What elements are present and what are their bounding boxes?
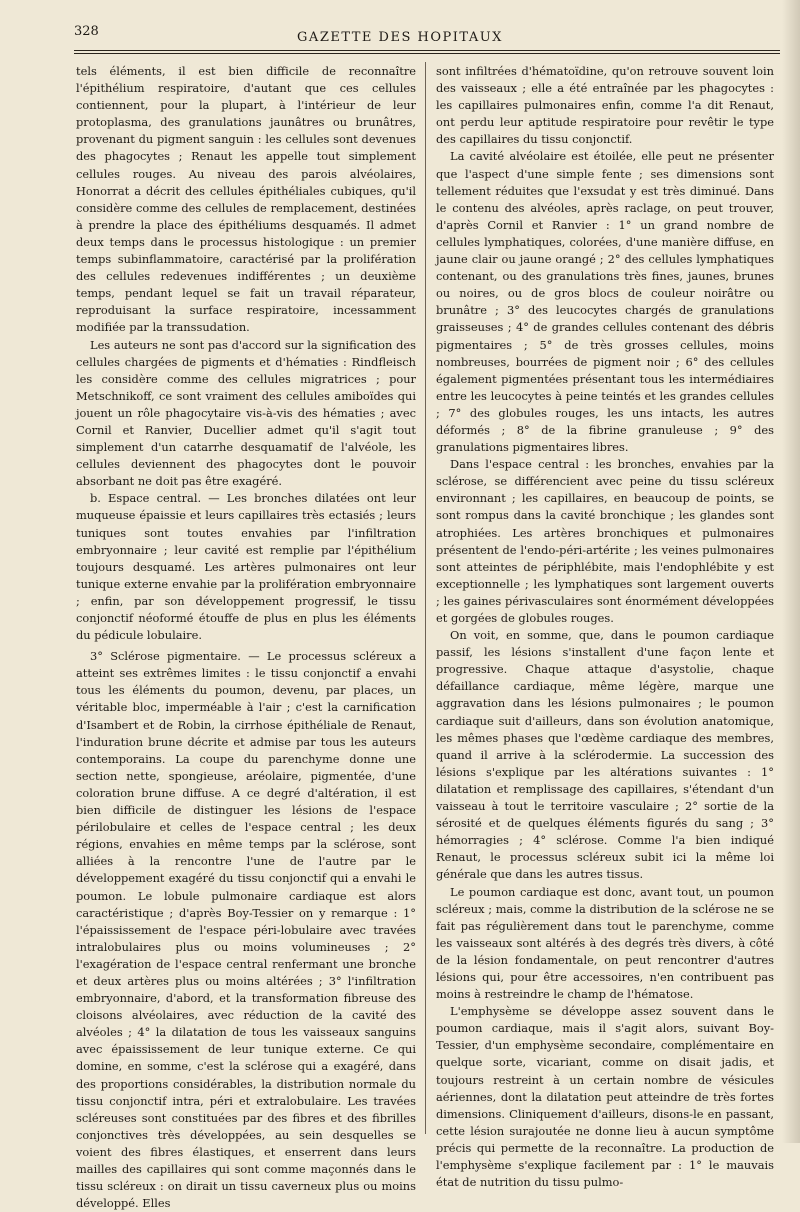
header-rule-top [74, 50, 780, 51]
left-paragraph-1: tels éléments, il est bien difficile de reconnaître l'épithélium respiratoire, d'autant que ces cellules contiennent, pour la plupart, à l'intérieur de leur protoplasma, des granulations jaunâtres ou brunâtres, provenant du pigment sanguin : les cellules sont devenues des phagocytes ; Renaut les appelle tout simplement cellules rouges. Au niveau des parois alvéolaires, Honorrat a décrit des cellules épithéliales cubiques, qu'il considère comme des cellules de remplacement, destinées à prendre la place des épithéliums desquamés. Il admet deux temps dans le processus histologique : un premier temps subinflammatoire, caractérisé par la prolifération des cellules redevenues indifférentes ; un deuxième temps, pendant lequel se fait un travail réparateur, reproduisant la surface respiratoire, incessamment modifiée par la transsudation. [76, 64, 416, 335]
running-header-title: GAZETTE DES HOPITAUX [297, 30, 503, 45]
page-edge-shadow [782, 0, 800, 1143]
right-text-column [436, 63, 774, 1191]
page-number: 328 [74, 24, 99, 39]
left-paragraph-4-sclerose-pigmentaire: 3° Sclérose pigmentaire. — Le processus scléreux a atteint ses extrêmes limites : le tissu conjonctif a envahi tous les éléments du poumon, devenu, par places, un véritable bloc, imperméable à l'air ; c'est la carnification d'Isambert et de Robin, la cirrhose épithéliale de Renaut, l'induration brune décrite et admise par tous les auteurs contemporains. La coupe du parenchyme donne une section nette, spongieuse, aréolaire, pigmentée, d'une coloration brune diffuse. A ce degré d'altération, il est bien difficile de distinguer les lésions de l'espace périlobulaire et celles de l'espace central ; les deux régions, envahies en même temps par la sclérose, sont alliées à la rencontre l'une de l'autre par le développement exagéré du tissu conjonctif qui a envahi le poumon. Le lobule pulmonaire cardiaque est alors caractéristique ; d'après Boy-Tessier on y remarque : 1° l'épaississement de l'espace péri-lobulaire avec travées intralobulaires plus ou moins volumineuses ; 2° l'exagération de l'espace central renfermant une bronche et deux artères plus ou moins altérées ; 3° l'infiltration embryonnaire, d'abord, et la transformation fibreuse des cloisons alvéolaires, avec réduction de la cavité des alvéoles ; 4° la dilatation de tous les vaisseaux sanguins avec épaississement de leur tunique externe. Ce qui domine, en somme, c'est la sclérose qui a exagéré, dans des proportions considérables, la distribution normale du tissu conjonctif intra, péri et extralobulaire. Les travées scléreuses sont constituées par des fibres et des fibrilles conjonctives très développées, au sein desquelles se voient des fibres élastiques, et enserrent dans leurs mailles des capillaires qui sont comme maçonnés dans le tissu scléreux : on dirait un tissu caverneux plus ou moins développé. Elles [76, 649, 416, 1211]
left-paragraph-2: Les auteurs ne sont pas d'accord sur la signification des cellules chargées de pigments et d'hématies : Rindfleisch les considère comme des cellules migratrices ; pour Metschnikoff, ce sont vraiment des cellules amiboïdes qui jouent un rôle phagocytaire vis-à-vis des hématies ; avec Cornil et Ranvier, Ducellier admet qu'il s'agit tout simplement d'un catarrhe desquamatif de l'alvéole, les cellules deviennent des phagocytes dont le pouvoir absorbant ne doit pas être exagéré. [76, 337, 416, 489]
right-paragraph-2-cavite-alveolaire: La cavité alvéolaire est étoilée, elle peut ne présenter que l'aspect d'une simple fente ; ses dimensions sont tellement réduites que l'exsudat y est très diminué. Dans le contenu des alvéoles, après raclage, on peut trouver, d'après Cornil et Ranvier : 1° un grand nombre de cellules lymphatiques, colorées, d'une manière diffuse, en jaune clair ou jaune orangé ; 2° des cellules lymphatiques contenant, ou des granulations très fines, jaunes, brunes ou noires, ou de gros blocs de couleur noirâtre ou brunâtre ; 3° des leucocytes chargés de granulations graisseuses ; 4° de grandes cellules contenant des débris pigmentaires ; 5° de très grosses cellules, moins nombreuses, bourrées de pigment noir ; 6° des cellules également pigmentées présentant tous les intermédiaires entre les leucocytes à peine teintés et les grandes cellules ; 7° des globules rouges, les uns intacts, les autres déformés ; 8° de la fibrine granuleuse ; 9° des granulations pigmentaires libres. [436, 149, 774, 455]
header-rule-bottom [74, 53, 780, 54]
right-paragraph-6-emphyseme: L'emphysème se développe assez souvent dans le poumon cardiaque, mais il s'agit alors, suivant Boy-Tessier, d'un emphysème secondaire, complémentaire en quelque sorte, vicariant, comme on disait jadis, et toujours restreint à un certain nombre de vésicules aériennes, dont la dilatation peut atteindre de très fortes dimensions. Cliniquement d'ailleurs, disons-le en passant, cette lésion surajoutée ne donne lieu à aucun symptôme précis qui permette de la reconnaître. La production de l'emphysème s'explique facilement par : 1° le mauvais état de nutrition du tissu pulmo- [436, 1004, 774, 1190]
left-paragraph-3-espace-central: b. Espace central. — Les bronches dilatées ont leur muqueuse épaissie et leurs capillaires très ectasiés ; leurs tuniques sont toutes envahies par l'infiltration embryonnaire ; leur cavité est remplie par l'épithélium toujours desquamé. Les artères pulmonaires ont leur tunique externe envahie par la prolifération embryonnaire ; enfin, par son développement progressif, le tissu conjonctif néoformé étouffe de plus en plus les éléments du pédicule lobulaire. [76, 491, 416, 643]
column-divider [425, 62, 426, 1134]
right-paragraph-4-evolution: On voit, en somme, que, dans le poumon cardiaque passif, les lésions s'installent d'une façon lente et progressive. Chaque attaque d'asystolie, chaque défaillance cardiaque, même légère, marque une aggravation dans les lésions pulmonaires ; le poumon cardiaque suit d'ailleurs, dans son évolution anatomique, les mêmes phases que l'œdème cardiaque des membres, quand il arrive à la sclérodermie. La succession des lésions s'explique par les altérations suivantes : 1° dilatation et remplissage des capillaires, s'étendant d'un vaisseau à tout le territoire vasculaire ; 2° sortie de la sérosité et de quelques éléments figurés du sang ; 3° hémorragies ; 4° sclérose. Comme l'a bien indiqué Renaut, le processus scléreux subit ici la même loi générale que dans les autres tissus. [436, 628, 774, 882]
left-text-column [76, 63, 416, 1212]
right-paragraph-1: sont infiltrées d'hématoïdine, qu'on retrouve souvent loin des vaisseaux ; elle a été entraînée par les phagocytes : les capillaires pulmonaires enfin, comme l'a dit Renaut, ont perdu leur aptitude respiratoire pour revêtir le type des capillaires du tissu conjonctif. [436, 64, 774, 147]
right-paragraph-5-poumon-sclereux: Le poumon cardiaque est donc, avant tout, un poumon scléreux ; mais, comme la distribution de la sclérose ne se fait pas régulièrement dans tout le parenchyme, comme les vaisseaux sont altérés à des degrés très divers, à côté de la lésion fondamentale, on peut rencontrer d'autres lésions qui, pour être accessoires, n'en contribuent pas moins à restreindre le champ de l'hématose. [436, 884, 774, 1002]
right-paragraph-3-espace-central: Dans l'espace central : les bronches, envahies par la sclérose, se différencient avec peine du tissu scléreux environnant ; les capillaires, en beaucoup de points, se sont rompus dans la cavité bronchique ; les glandes sont atrophiées. Les artères bronchiques et pulmonaires présentent de l'endo-péri-artérite ; les veines pulmonaires sont atteintes de périphlébite, mais l'endophlébite y est exceptionnelle ; les lymphatiques sont largement ouverts ; les gaines périvasculaires sont énormément développées et gorgées de globules rouges. [436, 457, 774, 625]
